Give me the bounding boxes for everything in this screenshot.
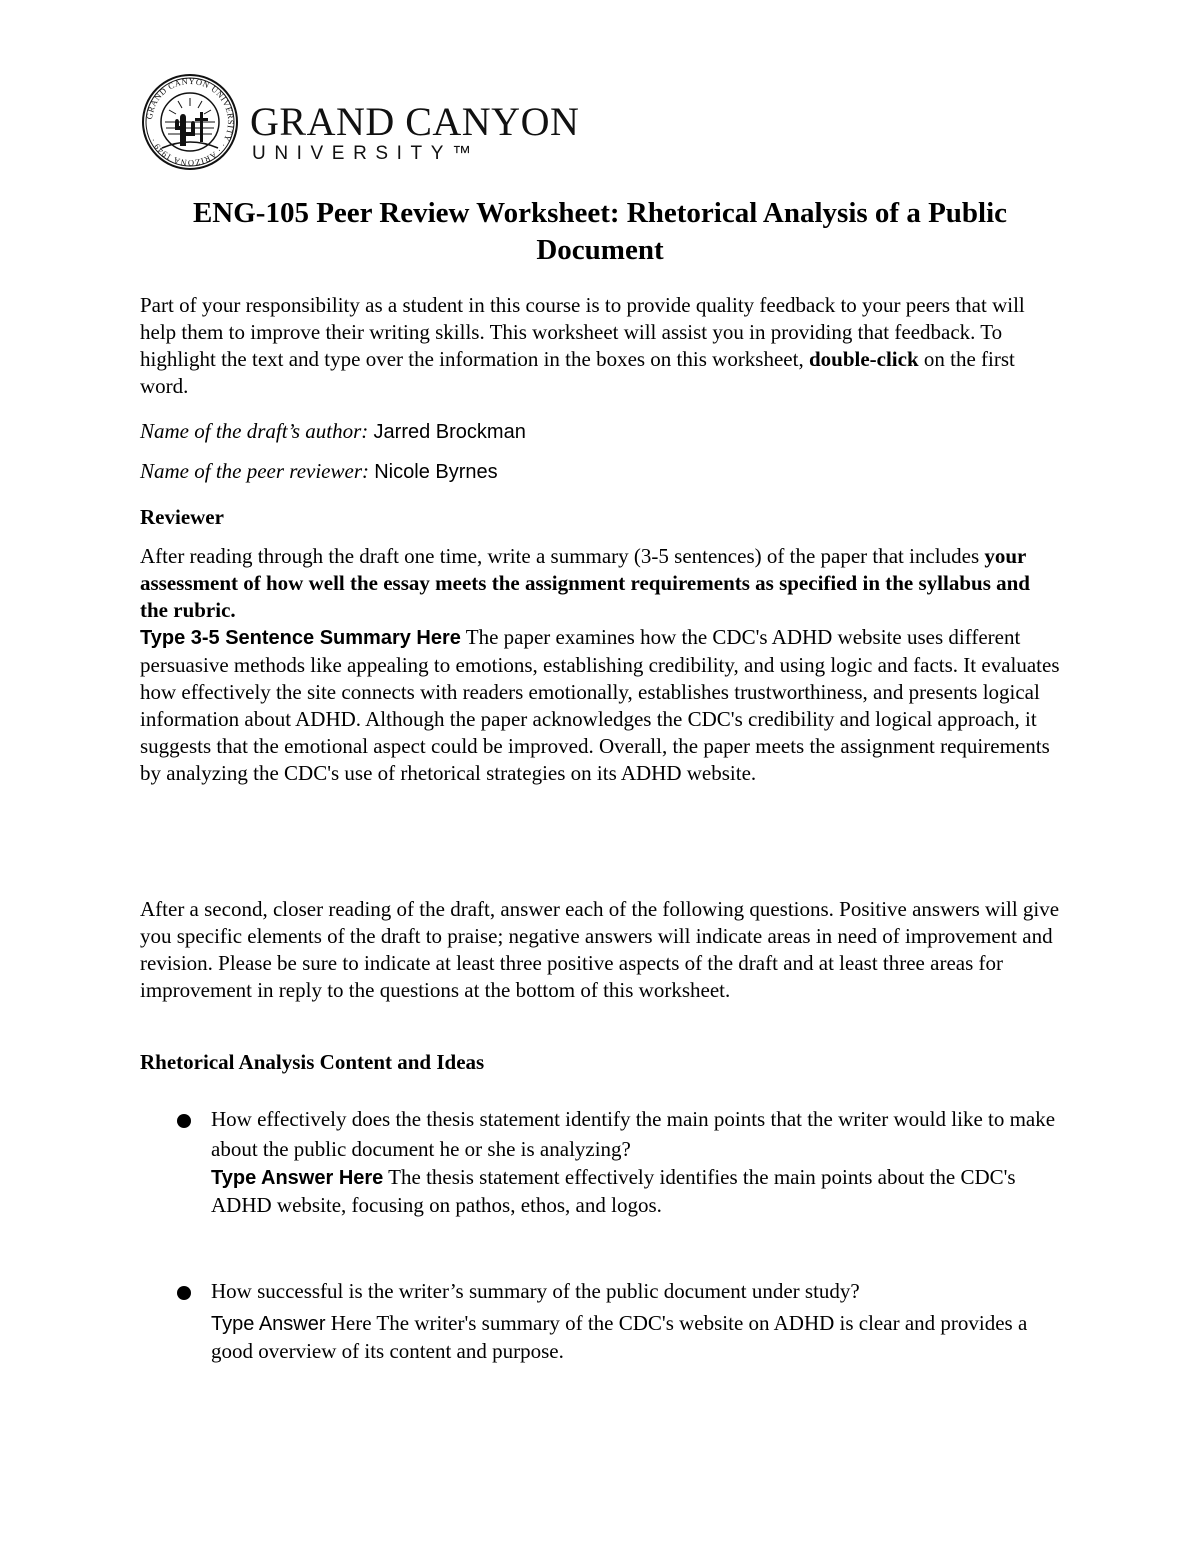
svg-text:GRAND CANYON UNIVERSITY · · AR: GRAND CANYON UNIVERSITY · · ARIZONA 1949 · [144, 75, 237, 169]
summary-label: Type 3-5 Sentence Summary Here [140, 627, 461, 649]
summary-prompt-text: After reading through the draft one time, write a summary (3-5 sentences) of the paper that includes [140, 544, 980, 568]
wordmark-line-2: UNIVERSITY™ [252, 143, 480, 164]
university-logo [140, 72, 600, 172]
intro-tail: on the first word. [140, 347, 1015, 398]
bullet-icon [177, 1114, 191, 1128]
summary-prompt-emphasis: your assessment of how well the essay meets the assignment requirements as specified in the syllabus and the rubric. [140, 544, 1030, 622]
university-seal-icon [140, 72, 240, 172]
second-reading-paragraph: After a second, closer reading of the draft, answer each of the following questions. Positive answers will give you specific elements of the draft to praise; negative answers will indicate areas in need of improvement and revision. Please be sure to indicate at least three positive aspects of the draft and at least three areas for improvement in reply to the questions at the bottom of this worksheet. [140, 897, 1060, 1002]
answer-field[interactable]: The thesis statement effectively identifies the main points about the CDC's ADHD website, focusing on pathos, ethos, and logos. [211, 1165, 1016, 1217]
answer-label: Type Answer [211, 1313, 326, 1335]
question-item [211, 1276, 1061, 1365]
author-label: Name of the draft’s author: [140, 419, 369, 443]
author-line [140, 418, 1060, 446]
wordmark-line-1: GRAND CANYON [250, 99, 580, 144]
section-heading: Rhetorical Analysis Content and Ideas [140, 1050, 485, 1074]
intro-paragraph [140, 292, 1060, 400]
intro-emphasis: double-click [808, 347, 919, 371]
summary-field[interactable]: The paper examines how the CDC's ADHD website uses different persuasive methods like appealing to emotions, establishing credibility, and using logic and facts. It evaluates how effectively the site connects with readers emotionally, establishes trustworthiness, and presents logical information about ADHD. Although the paper acknowledges the CDC's credibility and logical approach, it suggests that the emotional aspect could be improved. Overall, the paper meets the assignment requirements by analyzing the CDC's use of rhetorical strategies on its ADHD website. [140, 625, 1060, 785]
question-text: How successful is the writer’s summary of the public document under study? [211, 1279, 860, 1303]
page-title: ENG-105 Peer Review Worksheet: Rhetorical Analysis of a Public Document [192, 197, 1008, 266]
bullet-icon [177, 1286, 191, 1300]
author-field[interactable]: Jarred Brockman [373, 421, 526, 443]
reviewer-field[interactable]: Nicole Byrnes [374, 461, 498, 483]
reviewer-label: Name of the peer reviewer: [140, 459, 369, 483]
reviewer-line [140, 458, 1060, 486]
summary-section [140, 543, 1060, 787]
answer-field[interactable]: Here The writer's summary of the CDC's website on ADHD is clear and provides a good overview of its content and purpose. [211, 1311, 1028, 1363]
question-text: How effectively does the thesis statement identify the main points that the writer would like to make about the public document he or she is analyzing? [211, 1107, 1056, 1161]
question-item [211, 1104, 1061, 1219]
reviewer-heading: Reviewer [140, 505, 224, 529]
answer-label: Type Answer Here [211, 1167, 384, 1189]
intro-text: Part of your responsibility as a student in this course is to provide quality feedback to your peers that will help them to improve their writing skills. This worksheet will assist you in providing that feedback. To highlight the text and type over the information in the boxes on this worksheet, [140, 293, 1025, 371]
